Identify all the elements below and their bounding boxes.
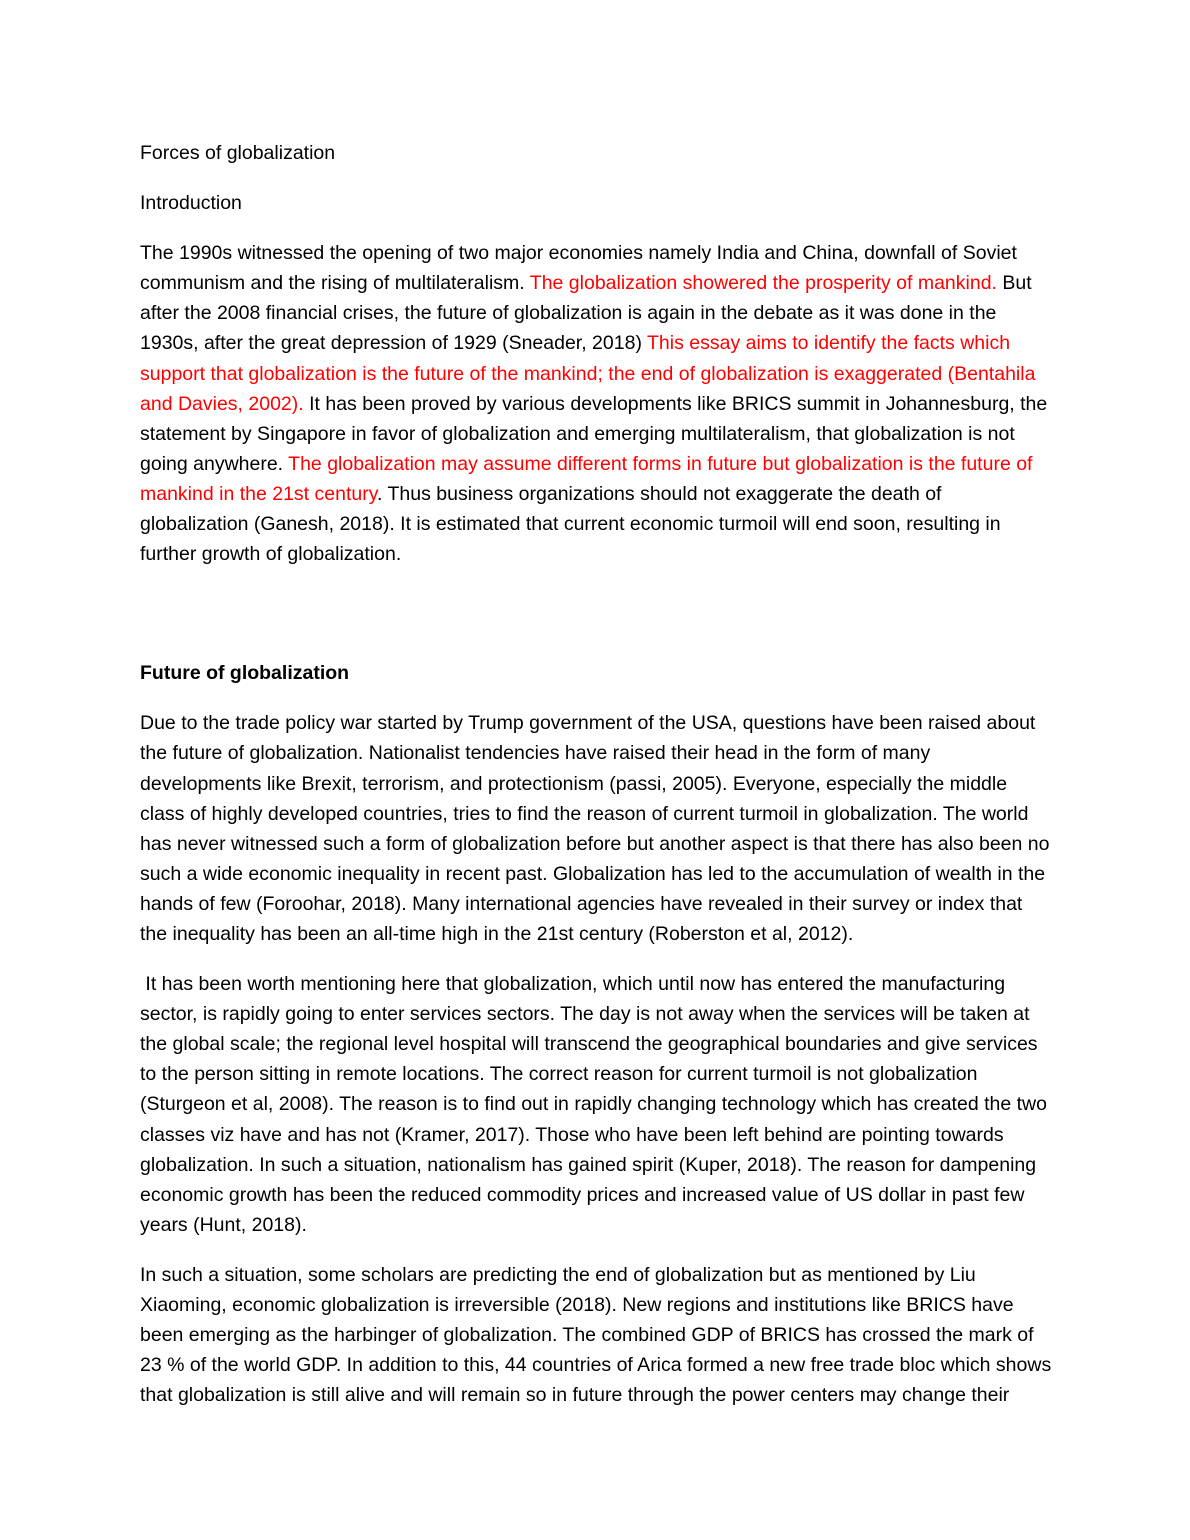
introduction-heading: Introduction: [140, 192, 242, 215]
intro-text-segment: It has been proved by various developments like BRICS summit in Johannesburg, the statement by Singapore in favor of globalization and emerging multilateralism, that globalization is not going anywhere.: [140, 392, 1048, 475]
future-paragraph-1: Due to the trade policy war started by Trump government of the USA, questions have been raised about the future of globalization. Nationalist tendencies have raised their head in the form of many developments like Brexit, terrorism, and protectionism (passi, 2005). Everyone, especially the middle class of highly developed countries, tries to find the reason of current turmoil in globalization. The world has never witnessed such a form of globalization before but another aspect is that there has also been no such a wide economic inequality in recent past. Globalization has led to the accumulation of wealth in the hands of few (Foroohar, 2018). Many international agencies have revealed in their survey or index that the inequality has been an all-time high in the 21st century (Roberston et al, 2012).: [140, 712, 1050, 945]
intro-highlighted-segment: The globalization may assume different forms in future but globalization is the future of mankind in the 21st century: [140, 452, 1033, 505]
introduction-paragraph: [140, 238, 1052, 569]
intro-highlighted-segment: The globalization showered the prosperity of mankind.: [529, 272, 997, 295]
intro-text-segment: But after the 2008 financial crises, the future of globalization is again in the debate as it was done in the 1930s, after the great depression of 1929 (Sneader, 2018): [140, 272, 1032, 355]
intro-text-segment: . Thus business organizations should not exaggerate the death of globalization (Ganesh, 2018). It is estimated that current economic turmoil will end soon, resulting in further growth of globalization.: [140, 482, 1001, 566]
section-heading-future: Future of globalization: [140, 662, 350, 685]
intro-text-segment: The 1990s witnessed the opening of two major economies namely India and China, downfall of Soviet communism and the rising of multilateralism.: [140, 242, 1017, 295]
document-page: [140, 138, 1052, 1430]
intro-highlighted-segment: This essay aims to identify the facts which support that globalization is the future of the mankind; the end of globalization is exaggerated (Bentahila and Davies, 2002).: [140, 332, 1036, 415]
document-title: Forces of globalization: [140, 142, 336, 164]
blank-line: [140, 589, 1052, 658]
future-paragraph-2: It has been worth mentioning here that globalization, which until now has entered the manufacturing sector, is rapidly going to enter services sectors. The day is not away when the services will be taken at the global scale; the regional level hospital will transcend the geographical boundaries and give services to the person sitting in remote locations. The correct reason for current turmoil is not globalization (Sturgeon et al, 2008). The reason is to find out in rapidly changing technology which has created the two classes viz have and has not (Kramer, 2017). Those who have been left behind are pointing towards globalization. In such a situation, nationalism has gained spirit (Kuper, 2018). The reason for dampening economic growth has been the reduced commodity prices and increased value of US dollar in past few years (Hunt, 2018).: [140, 973, 1053, 1236]
future-paragraph-3: In such a situation, some scholars are predicting the end of globalization but as mentioned by Liu Xiaoming, economic globalization is irreversible (2018). New regions and institutions like BRICS have been emerging as the harbinger of globalization. The combined GDP of BRICS has crossed the mark of 23 % of the world GDP. In addition to this, 44 countries of Arica formed a new free trade bloc which shows that globalization is still alive and will remain so in future through the power centers may change their: [140, 1263, 1052, 1407]
